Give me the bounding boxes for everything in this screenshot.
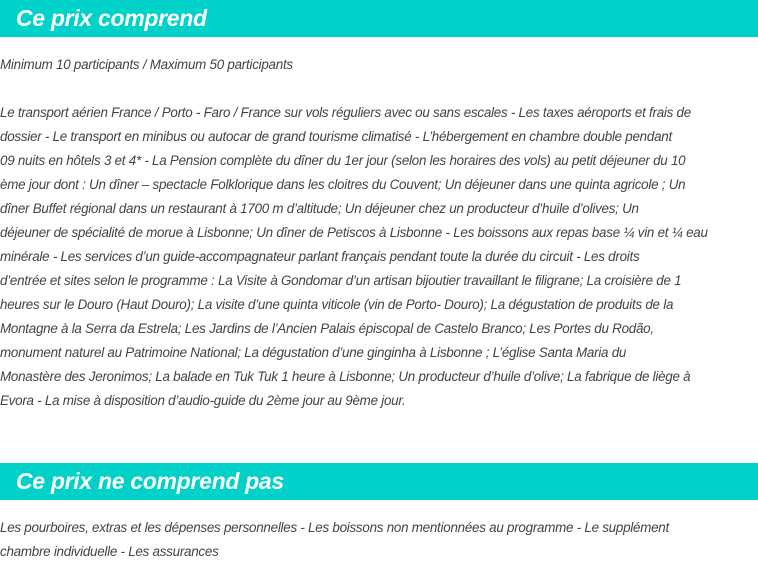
text-line: monument naturel au Patrimoine National; La dégustation d’une ginginha à Lisbonne ; L’église Santa Maria du [0, 345, 627, 360]
text-line: Montagne à la Serra da Estrela; Les Jardins de l’Ancien Palais épiscopal de Castelo Branco; Les Portes du Rodão, [0, 321, 654, 336]
text-line: Monastère des Jeronimos; La balade en Tuk Tuk 1 heure à Lisbonne; Un producteur d’huile d’olive; La fabrique de liège à [0, 369, 691, 384]
participants-text [0, 53, 758, 77]
text-line: déjeuner de spécialité de morue à Lisbonne; Un dîner de Petiscos à Lisbonne - Les boissons aux repas base ¼ vin et ¼ eau [0, 225, 708, 240]
excluded-header [0, 463, 758, 500]
text-line: dîner Buffet régional dans un restaurant à 1700 m d’altitude; Un déjeuner chez un producteur d’huile d’olives; Un [0, 201, 639, 216]
included-title: Ce prix comprend [16, 5, 207, 31]
text-line: dossier - Le transport en minibus ou autocar de grand tourisme climatisé - L’hébergement en chambre double pendant [0, 129, 672, 144]
text-line: Le transport aérien France / Porto - Faro / France sur vols réguliers avec ou sans escales - Les taxes aéroports et frais de [0, 105, 691, 120]
included-paragraph [0, 101, 758, 413]
excluded-title: Ce prix ne comprend pas [16, 468, 284, 494]
included-header [0, 0, 758, 37]
participants-line: Minimum 10 participants / Maximum 50 participants [0, 57, 293, 72]
text-line: d’entrée et sites selon le programme : La Visite à Gondomar d’un artisan bijoutier travaillant le filigrane; La croisière de 1 [0, 273, 682, 288]
text-line: minérale - Les services d’un guide-accompagnateur parlant français pendant toute la durée du circuit - Les droits [0, 249, 640, 264]
text-line: heures sur le Douro (Haut Douro); La visite d’une quinta viticole (vin de Porto- Douro); La dégustation de produits de la [0, 297, 674, 312]
text-line: Les pourboires, extras et les dépenses personnelles - Les boissons non mentionnées au programme - Le supplément [0, 520, 669, 535]
text-line: ème jour dont : Un dîner – spectacle Folklorique dans les cloitres du Couvent; Un déjeuner dans une quinta agricole ; Un [0, 177, 686, 192]
excluded-paragraph [0, 516, 758, 564]
text-line: chambre individuelle - Les assurances [0, 544, 219, 559]
text-line: 09 nuits en hôtels 3 et 4* - La Pension complète du dîner du 1er jour (selon les horaires des vols) au petit déjeuner du 10 [0, 153, 686, 168]
text-line: Evora - La mise à disposition d’audio-guide du 2ème jour au 9ème jour. [0, 393, 406, 408]
